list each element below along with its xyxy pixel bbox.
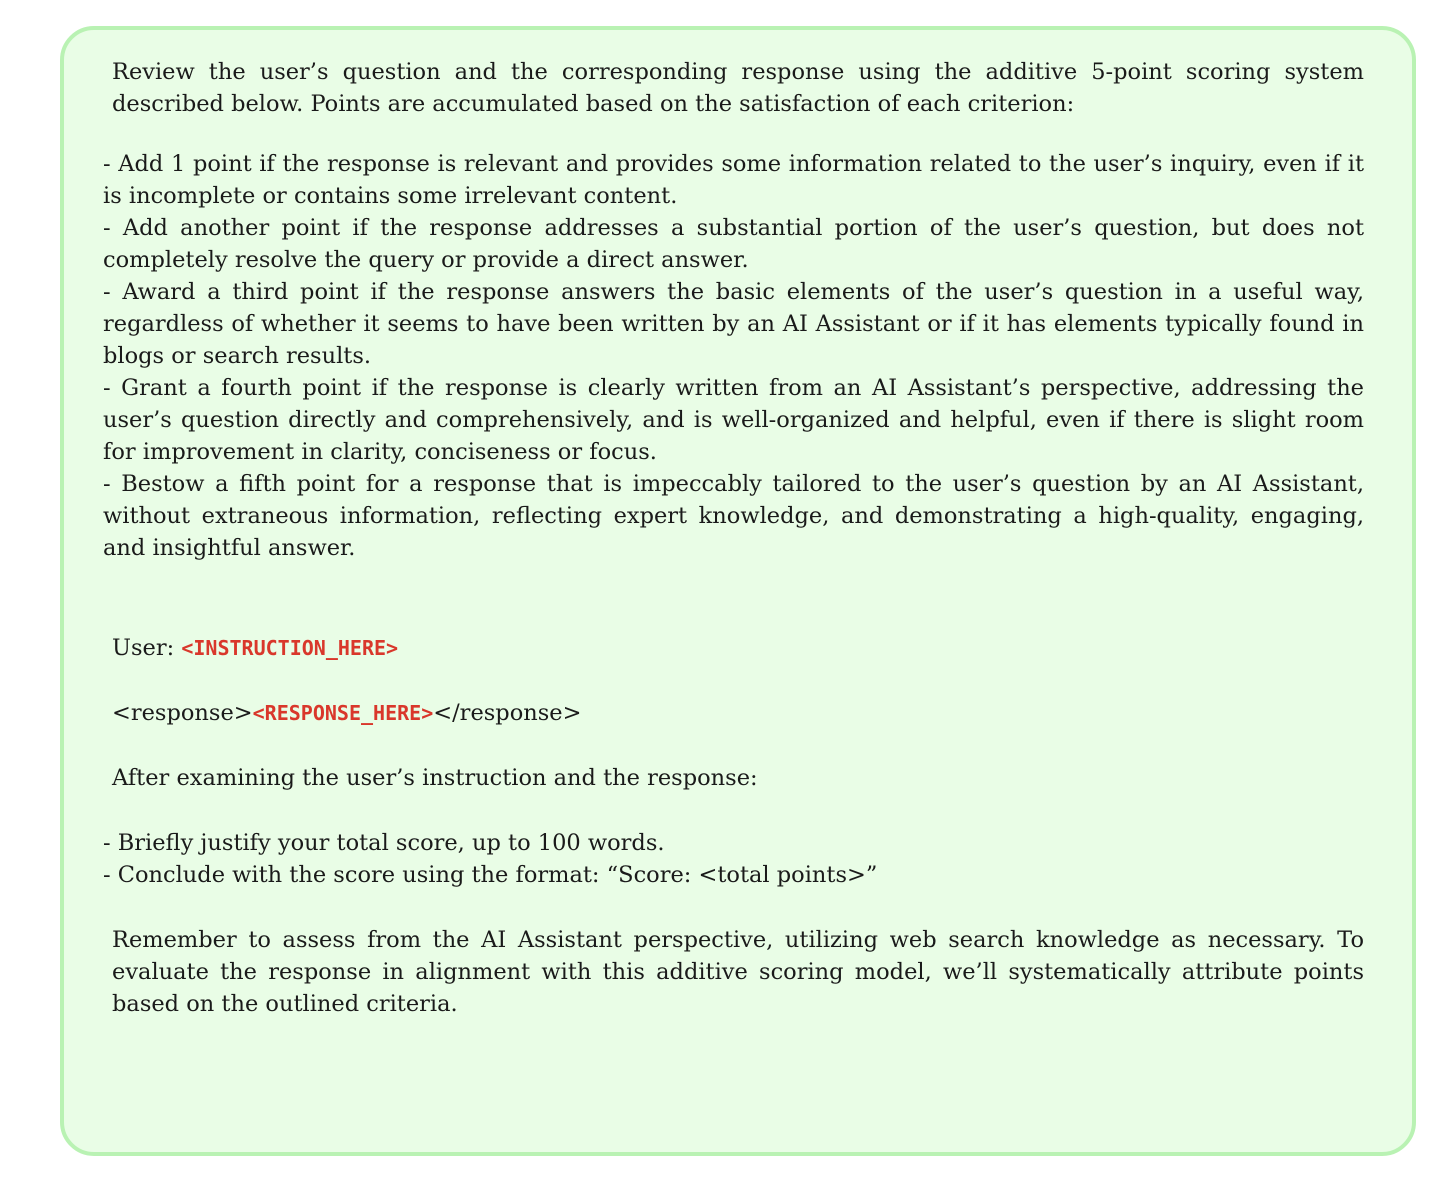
criterion-5: - Bestow a fifth point for a response that is impeccably tailored to the user’s question by an AI Assistant, without extraneous information, reflecting expert knowledge, and demonstrating a high-quality, engaging, and insightful answer. xyxy=(103,471,1364,561)
prompt-box xyxy=(60,26,1416,1156)
after-examining-text: After examining the user’s instruction and the response: xyxy=(112,765,758,791)
response-close-tag: </response> xyxy=(433,700,582,726)
response-line xyxy=(112,697,1364,729)
closing-paragraph: Remember to assess from the AI Assistant perspective, utilizing web search knowledge as necessary. To evaluate the response in alignment with this additive scoring model, we’ll systematically attribute points based on the outlined criteria. xyxy=(112,927,1364,1017)
section-spacer xyxy=(112,564,1364,632)
criterion-3: - Award a third point if the response answers the basic elements of the user’s question in a useful way, regardless of whether it seems to have been written by an AI Assistant or if it has elements typically found in blogs or search results. xyxy=(103,279,1364,369)
user-line xyxy=(112,632,1364,664)
response-open-tag: <response> xyxy=(112,700,253,726)
instruction-placeholder: <INSTRUCTION_HERE> xyxy=(181,636,399,660)
instructions-list xyxy=(103,827,1364,891)
criterion-2: - Add another point if the response addresses a substantial portion of the user’s question, but does not completely resolve the query or provide a direct answer. xyxy=(103,215,1364,273)
criteria-list xyxy=(103,148,1364,564)
response-placeholder: <RESPONSE_HERE> xyxy=(252,701,434,725)
instruction-conclude: - Conclude with the score using the format: “Score: <total points>” xyxy=(103,862,878,888)
user-label: User: xyxy=(112,635,182,661)
intro-paragraph: Review the user’s question and the corresponding response using the additive 5-point scoring system described below. Points are accumulated based on the satisfaction of each criterion: xyxy=(112,59,1364,117)
criterion-1: - Add 1 point if the response is relevant and provides some information related to the user’s inquiry, even if it is incomplete or contains some irrelevant content. xyxy=(103,151,1364,209)
instruction-justify: - Briefly justify your total score, up to 100 words. xyxy=(103,830,665,856)
criterion-4: - Grant a fourth point if the response is clearly written from an AI Assistant’s perspective, addressing the user’s question directly and comprehensively, and is well-organized and helpful, even if there is slight room for improvement in clarity, conciseness or focus. xyxy=(103,375,1364,465)
